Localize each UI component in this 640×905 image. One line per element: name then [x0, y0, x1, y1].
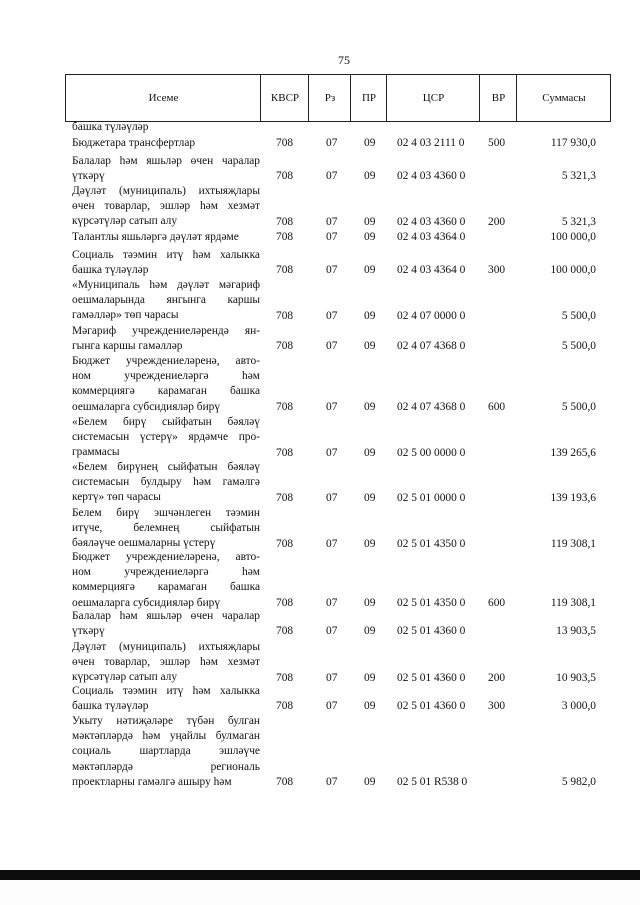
- table-row: [0, 506, 640, 552]
- row-name-line: гынга каршы гамәлләр: [72, 340, 183, 353]
- row-rz: 07: [326, 400, 338, 413]
- row-rz: 07: [326, 340, 338, 353]
- table-row: [0, 248, 640, 278]
- row-vr: 300: [488, 700, 506, 713]
- row-kvsr: 708: [276, 309, 294, 322]
- row-vr: 200: [488, 215, 506, 228]
- row-vr: 200: [488, 671, 506, 684]
- row-rz: 07: [326, 700, 338, 713]
- row-pr: 09: [364, 625, 376, 638]
- row-name-line: итүче, белемнең сыйфатын: [72, 522, 260, 535]
- row-sum: 5 500,0: [561, 400, 596, 413]
- row-kvsr: 708: [276, 400, 294, 413]
- row-name-line: кертү» төп чарасы: [72, 491, 161, 504]
- row-sum: 10 903,5: [556, 671, 596, 684]
- table-row: [0, 714, 640, 790]
- row-csr: 02 4 03 4364 0: [397, 231, 466, 244]
- row-rz: 07: [326, 491, 338, 504]
- row-pr: 09: [364, 170, 376, 183]
- row-sum: 5 321,3: [561, 215, 596, 228]
- row-pr: 09: [364, 215, 376, 228]
- row-kvsr: 708: [276, 700, 294, 713]
- table-row: [0, 230, 640, 245]
- row-pr: 09: [364, 776, 376, 788]
- header-vr: ВР: [491, 92, 506, 104]
- row-name-line: ном учреждениеләргә һәм: [72, 370, 260, 383]
- row-csr: 02 4 07 0000 0: [397, 309, 466, 322]
- row-name-line: ном учреждениеләргә һәм: [72, 566, 260, 579]
- row-name-line: күрсәтүләр сатып алу: [72, 671, 178, 684]
- table-row: [0, 136, 640, 151]
- row-sum: 139 193,6: [550, 491, 596, 504]
- row-csr: 02 5 01 4360 0: [397, 625, 466, 638]
- row-csr: 02 5 01 4360 0: [397, 671, 466, 684]
- row-name-line: оешмаларында янгынга каршы: [72, 294, 260, 307]
- row-csr: 02 4 03 4360 0: [397, 215, 466, 228]
- row-name-line: Талантлы яшьләргә дәүләт ярдәме: [72, 231, 239, 243]
- header-csr: ЦСР: [422, 92, 445, 104]
- row-name-line: коммерциягә карамаган башка: [72, 385, 260, 398]
- row-name-line: башка түләүләр: [72, 700, 149, 713]
- row-pr: 09: [364, 700, 376, 713]
- table-row: [0, 154, 640, 184]
- row-name-line: үткәрү: [72, 170, 105, 183]
- row-name-line: системасын үстерү» ярдәмче про-: [72, 431, 260, 444]
- row-name-line: башка түләүләр: [72, 264, 149, 277]
- row-name-line: гамәлләр» төп чарасы: [72, 309, 179, 322]
- row-kvsr: 708: [276, 446, 294, 459]
- row-rz: 07: [326, 170, 338, 183]
- row-name-line: «Белем бирү сыйфатын бәяләү: [72, 416, 260, 428]
- row-sum: 5 982,0: [561, 776, 596, 788]
- page-number: 75: [338, 53, 350, 67]
- row-sum: 117 930,0: [550, 137, 596, 150]
- row-csr: 02 5 01 R538 0: [397, 776, 468, 788]
- row-name-line: мәктәпләрдә региональ: [72, 760, 260, 773]
- row-pr: 09: [364, 537, 376, 550]
- row-name-line: оешмаларга субсидияләр бирү: [72, 596, 221, 609]
- row-rz: 07: [326, 309, 338, 322]
- row-csr: 02 4 07 4368 0: [397, 400, 466, 413]
- row-name-line: системасын булдыру һәм гамәлгә: [72, 476, 260, 489]
- row-name-line: үткәрү: [72, 625, 105, 638]
- row-sum: 13 903,5: [556, 625, 596, 638]
- row-pr: 09: [364, 671, 376, 684]
- row-name-line: Мәгариф учреждениеләрендә ян-: [72, 325, 260, 337]
- table-row: [0, 550, 640, 611]
- row-name-line: өчен товарлар, эшләр һәм хезмәт: [72, 200, 260, 213]
- row-name-line: күрсәтүләр сатып алу: [72, 215, 178, 228]
- row-csr: 02 4 07 4368 0: [397, 340, 466, 353]
- row-name-line: Белем бирү эшчәнлеген тәэмин: [72, 507, 260, 519]
- row-pr: 09: [364, 231, 376, 244]
- scan-edge: [0, 870, 640, 880]
- row-csr: 02 4 03 4360 0: [397, 170, 466, 183]
- header-kvsr: КВСР: [270, 92, 300, 104]
- header-pr: ПР: [361, 92, 377, 104]
- table-row: [0, 415, 640, 461]
- row-rz: 07: [326, 776, 338, 788]
- row-name-line: Бюджетара трансфертлар: [72, 137, 196, 149]
- table-row: [0, 460, 640, 506]
- table-row: [0, 640, 640, 686]
- row-vr: 600: [488, 400, 506, 413]
- row-kvsr: 708: [276, 137, 294, 150]
- row-csr: 02 4 03 4364 0: [397, 264, 466, 277]
- row-kvsr: 708: [276, 625, 294, 638]
- row-csr: 02 4 03 2111 0: [397, 137, 465, 150]
- row-sum: 139 265,6: [550, 446, 596, 459]
- row-name-line: социаль шартларда эшләүче: [72, 745, 260, 758]
- row-name-line: Социаль тәэмин итү һәм халыкка: [72, 685, 260, 697]
- row-rz: 07: [326, 446, 338, 459]
- row-name-line: Социаль тәэмин итү һәм халыкка: [72, 249, 260, 261]
- row-csr: 02 5 01 0000 0: [397, 491, 466, 504]
- row-csr: 02 5 01 4350 0: [397, 537, 466, 550]
- row-rz: 07: [326, 137, 338, 150]
- row-sum: 100 000,0: [550, 264, 596, 277]
- row-name-line: проектларны гамәлгә ашыру һәм: [72, 775, 232, 788]
- table-row: [0, 609, 640, 639]
- row-pr: 09: [364, 491, 376, 504]
- row-vr: 300: [488, 264, 506, 277]
- row-kvsr: 708: [276, 491, 294, 504]
- row-kvsr: 708: [276, 231, 294, 244]
- row-rz: 07: [326, 537, 338, 550]
- row-pr: 09: [364, 446, 376, 459]
- row-vr: 600: [488, 596, 506, 609]
- row-rz: 07: [326, 215, 338, 228]
- row-kvsr: 708: [276, 215, 294, 228]
- row-name-line: коммерциягә карамаган башка: [72, 581, 260, 594]
- page-margin: [0, 880, 640, 905]
- row-name-line: Балалар һәм яшьләр өчен чаралар: [72, 610, 260, 622]
- row-name-line: Дәүләт (муниципаль) ихтыяҗлары: [72, 185, 260, 197]
- row-csr: 02 5 00 0000 0: [397, 446, 466, 459]
- row-sum: 119 308,1: [550, 537, 596, 550]
- row-pr: 09: [364, 596, 376, 609]
- row-rz: 07: [326, 264, 338, 277]
- row-name-line: мәктәпләрдә һәм уңайлы булмаган: [72, 730, 260, 743]
- row-vr: 500: [488, 137, 506, 150]
- row-name-line: бәяләүче оешмаларны үстерү: [72, 537, 216, 550]
- row-kvsr: 708: [276, 596, 294, 609]
- row-csr: 02 5 01 4360 0: [397, 700, 466, 713]
- row-pr: 09: [364, 137, 376, 150]
- row-name-line: Бюджет учреждениеләренә, авто-: [72, 355, 260, 367]
- row-kvsr: 708: [276, 264, 294, 277]
- continuation-text: башка түләүләр: [72, 121, 149, 133]
- header-sum: Суммасы: [542, 92, 586, 104]
- row-name-line: Бюджет учреждениеләренә, авто-: [72, 551, 260, 563]
- row-name-line: өчен товарлар, эшләр һәм хезмәт: [72, 656, 260, 669]
- table-row: [0, 684, 640, 714]
- row-kvsr: 708: [276, 340, 294, 353]
- row-name-line: оешмаларга субсидияләр бирү: [72, 400, 221, 413]
- row-sum: 3 000,0: [561, 700, 596, 713]
- table-row: [0, 324, 640, 354]
- row-kvsr: 708: [276, 170, 294, 183]
- row-rz: 07: [326, 671, 338, 684]
- header-rz: Рз: [324, 92, 336, 104]
- row-name-line: граммасы: [72, 446, 120, 459]
- row-sum: 119 308,1: [550, 596, 596, 609]
- row-sum: 5 500,0: [561, 340, 596, 353]
- row-kvsr: 708: [276, 671, 294, 684]
- row-pr: 09: [364, 340, 376, 353]
- row-rz: 07: [326, 231, 338, 244]
- table-row: [0, 184, 640, 230]
- table-row: [0, 278, 640, 324]
- row-sum: 5 500,0: [561, 309, 596, 322]
- row-name-line: «Белем бирүнең сыйфатын бәяләү: [72, 461, 260, 473]
- row-name-line: «Муниципаль һәм дәүләт мәгариф: [72, 279, 260, 291]
- row-rz: 07: [326, 596, 338, 609]
- row-sum: 5 321,3: [561, 170, 596, 183]
- row-kvsr: 708: [276, 537, 294, 550]
- row-pr: 09: [364, 309, 376, 322]
- row-csr: 02 5 01 4350 0: [397, 596, 466, 609]
- row-kvsr: 708: [276, 776, 294, 788]
- row-rz: 07: [326, 625, 338, 638]
- header-name: Исеме: [148, 92, 179, 104]
- table-row: [0, 354, 640, 415]
- row-name-line: Укыту нәтиҗәләре түбән булган: [72, 715, 260, 727]
- row-name-line: Дәүләт (муниципаль) ихтыяҗлары: [72, 641, 260, 653]
- row-name-line: Балалар һәм яшьләр өчен чаралар: [72, 155, 260, 167]
- row-sum: 100 000,0: [550, 231, 596, 244]
- row-pr: 09: [364, 264, 376, 277]
- row-pr: 09: [364, 400, 376, 413]
